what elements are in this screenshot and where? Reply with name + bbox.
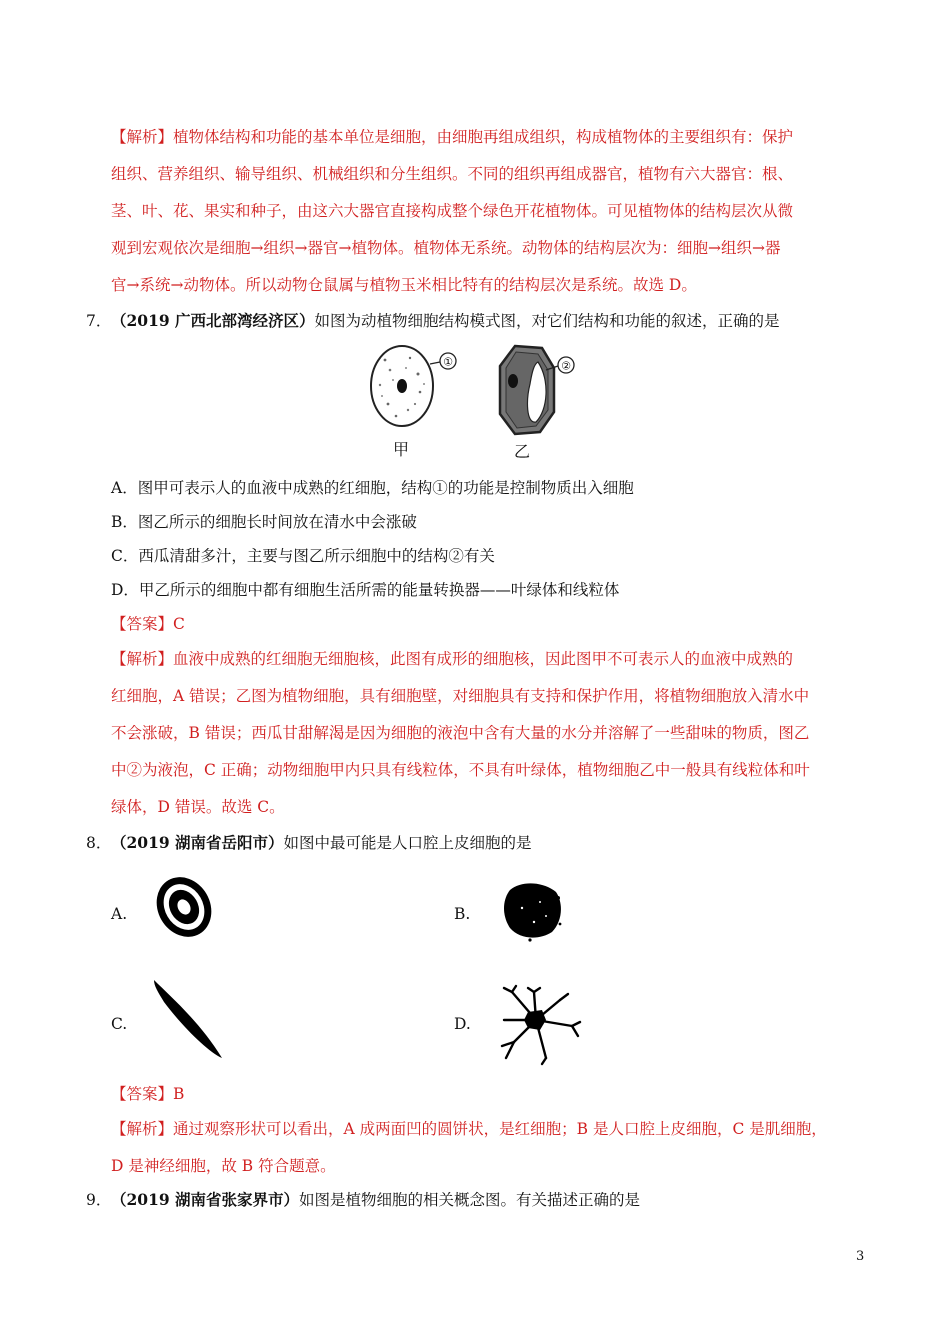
plant-cell-icon [500, 346, 574, 434]
question-8-number: 8． [86, 834, 112, 852]
question-7-option-d: D．甲乙所示的细胞中都有细胞生活所需的能量转换器——叶绿体和线粒体 [111, 581, 620, 599]
marker-2: ② [561, 359, 571, 373]
question-8-option-c-label: C. [111, 1015, 128, 1033]
red-blood-cell-icon [152, 872, 216, 942]
analysis-6-line-3: 茎、叶、花、果实和种子，由这六大器官直接构成整个绿色开花植物体。可见植物体的结构层次从微 [111, 202, 794, 220]
analysis-6-line-2: 组织、营养组织、输导组织、机械组织和分生组织。不同的组织再组成器官，植物有六大器官：根、 [111, 165, 794, 183]
question-8-stem: （2019 湖南省岳阳市）如图中最可能是人口腔上皮细胞的是 [111, 833, 532, 852]
nerve-cell-icon [498, 986, 582, 1066]
question-7-analysis-line-2: 红细胞，A 错误；乙图为植物细胞，具有细胞壁，对细胞具有支持和保护作用，将植物细胞放入清水中 [111, 687, 810, 705]
question-9-stem: （2019 湖南省张家界市）如图是植物细胞的相关概念图。有关描述正确的是 [111, 1190, 641, 1209]
question-7-analysis-line-3: 不会涨破，B 错误；西瓜甘甜解渴是因为细胞的液泡中含有大量的水分并溶解了一些甜味的物质，图乙 [111, 724, 810, 742]
question-7-option-a: A．图甲可表示人的血液中成熟的红细胞，结构①的功能是控制物质出入细胞 [111, 479, 634, 497]
question-7-analysis-line-1: 【解析】血液中成熟的红细胞无细胞核，此图有成形的细胞核，因此图甲不可表示人的血液中成熟的 [111, 650, 794, 668]
analysis-6-line-5: 官→系统→动物体。所以动物仓鼠属与植物玉米相比特有的结构层次是系统。故选 D。 [111, 276, 697, 294]
question-7-analysis-line-4: 中②为液泡，C 正确；动物细胞甲内只具有线粒体，不具有叶绿体，植物细胞乙中一般具有线粒体和叶 [111, 761, 810, 779]
question-8-option-a-label: A. [111, 905, 128, 923]
question-7-option-b: B．图乙所示的细胞长时间放在清水中会涨破 [111, 513, 417, 531]
question-7-stem: （2019 广西北部湾经济区）如图为动植物细胞结构模式图，对它们结构和功能的叙述，正确的是 [111, 311, 780, 330]
marker-1: ① [443, 355, 453, 369]
question-source: （2019 广西北部湾经济区） [111, 311, 315, 330]
question-source: （2019 湖南省岳阳市） [111, 833, 284, 852]
question-8-option-b-label: B. [454, 905, 471, 923]
page-number: 3 [856, 1249, 865, 1264]
animal-cell-icon [371, 346, 456, 426]
question-8-analysis-line-2: D 是神经细胞，故 B 符合题意。 [111, 1157, 336, 1175]
question-8-answer: 【答案】B [111, 1085, 185, 1103]
question-source: （2019 湖南省张家界市） [111, 1190, 300, 1209]
question-8-option-d-label: D. [454, 1015, 471, 1033]
figure-label-yi: 乙 [514, 442, 531, 461]
figure-label-jia: 甲 [393, 440, 410, 459]
muscle-cell-icon [150, 978, 226, 1060]
question-7-option-c: C．西瓜清甜多汁，主要与图乙所示细胞中的结构②有关 [111, 547, 495, 565]
analysis-tag: 【解析】 [111, 128, 174, 146]
question-7-answer: 【答案】C [111, 615, 185, 633]
question-9-number: 9． [86, 1191, 112, 1209]
analysis-6-line-1: 【解析】植物体结构和功能的基本单位是细胞，由细胞再组成组织，构成植物体的主要组织有：保护 [111, 128, 794, 146]
question-7-number: 7． [86, 312, 112, 330]
question-7-analysis-line-5: 绿体，D 错误。故选 C。 [111, 798, 285, 816]
question-8-analysis-line-1: 【解析】通过观察形状可以看出，A 成两面凹的圆饼状，是红细胞；B 是人口腔上皮细胞，C 是肌细胞， [111, 1120, 827, 1138]
analysis-6-line-4: 观到宏观依次是细胞→组织→器官→植物体。植物体无系统。动物体的结构层次为：细胞→组织→器 [111, 239, 781, 257]
oral-epithelial-cell-icon [500, 878, 566, 944]
